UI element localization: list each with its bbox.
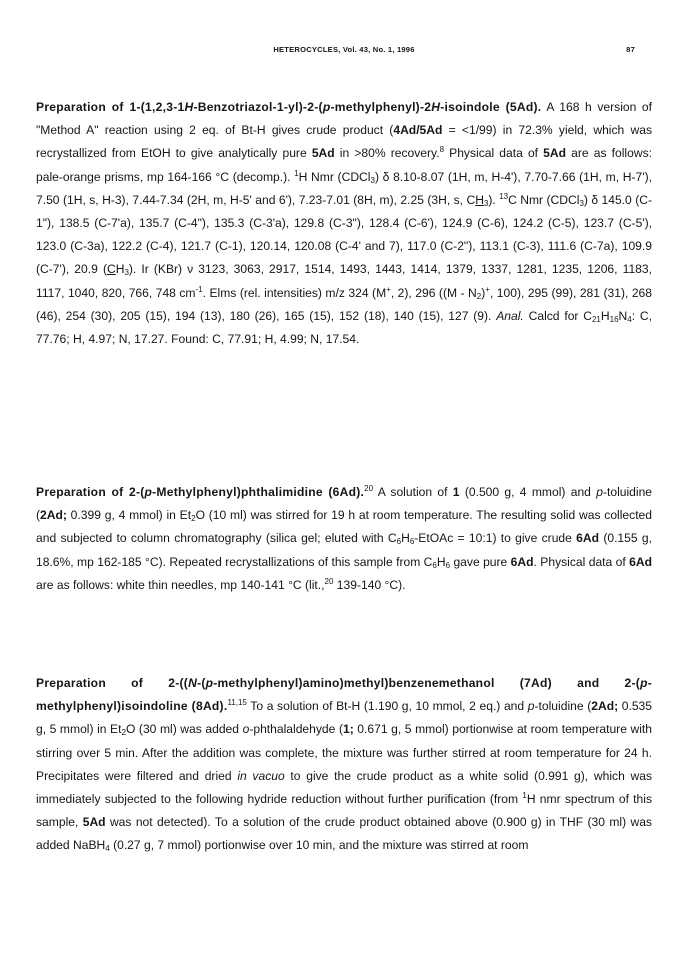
paragraph-7ad-8ad: Preparation of 2-((N-(p-methylphenyl)amino)methyl)benzenemethanol (7Ad) and 2-(p-methylphenyl)isoindoline (8Ad).$^{11,15}$ To a solution of Bt-H (1.190 g, 10 mmol, 2 eq.) and p-toluidine (2Ad; 0.535 g, 5 mmol) in $Et_2O$ (30 ml) was added o-phthalaldehyde (1; 0.671 g, 5 mmol) portionwise at room temperature with stirring over 5 min. After the addition was complete, the mixture was further stirred at room temperature for 24 h. Precipitates were filtered and dried in vacuo to give the crude product as a white solid (0.991 g), which was immediately subjected to the following hydride reduction without further purification (from $^1$H nmr spectrum of this sample, 5Ad was not detected). To a solution of the crude product obtained above (0.900 g) in THF (30 ml) was added NaBH$_4$ (0.27 g, 7 mmol) portionwise over 10 min, and the mixture was stirred at room	[36, 676, 653, 854]
running-header: HETEROCYCLES, Vol. 43, No. 1, 1996	[273, 45, 415, 54]
paragraph-title-5ad: Preparation of 1-(1,2,3-1H-Benzotriazol-1-yl)-2-(p-methylphenyl)-2H-isoindole (5Ad).	[36, 100, 542, 114]
paragraph-6ad: Preparation of 2-(p-Methylphenyl)phthalimidine (6Ad).$^{20}$ A solution of 1 (0.500 g, 4 mmol) and p-toluidine (2Ad; 0.399 g, 4 mmol) in $Et_2O$ (10 ml) was stirred for 19 h at room temperature. The resulting solid was collected and subjected to column chromatography (silica gel; eluted with $C_6H_6$-EtOAc = 10:1) to give crude 6Ad (0.155 g, 18.6%, mp 162-185 °C). Repeated recrystallizations of this sample from $C_6H_6$ gave pure 6Ad. Physical data of 6Ad are as follows: white thin needles, mp 140-141 °C (lit.,$^{20}$ 139-140 °C).	[36, 484, 653, 592]
paragraph-title-7ad-8ad: Preparation of 2-((N-(p-methylphenyl)amino)methyl)benzenemethanol (7Ad) and 2-(p-methylphenyl)isoindoline (8Ad).	[36, 676, 653, 714]
paragraph-5ad: Preparation of 1-(1,2,3-1H-Benzotriazol-1-yl)-2-(p-methylphenyl)-2H-isoindole (5Ad). A 168 h version of "Method A" reaction using 2 eq. of Bt-H gives crude product (4Ad/5Ad = <1/99) in 72.3% yield, which was recrystallized from EtOH to give analytically pure 5Ad in >80% recovery.$^8$ Physical data of 5Ad are as follows: pale-orange prisms, mp 164-166 °C (decomp.). $^1$H Nmr (CDCl$_3$) δ 8.10-8.07 (1H, m, H-4'), 7.70-7.66 (1H, m, H-7'), 7.50 (1H, s, H-3), 7.44-7.34 (2H, m, H-5' and 6'), 7.23-7.01 (8H, m), 2.25 (3H, s, $CH_3$). $^{13}$C Nmr (CDCl$_3$) δ 145.0 (C-1"), 138.5 (C-7'a), 135.7 (C-4"), 135.3 (C-3'a), 129.8 (C-3"), 128.4 (C-6'), 124.9 (C-6), 124.2 (C-5), 123.7 (C-5'), 123.0 (C-3a), 122.2 (C-4), 121.7 (C-1), 120.14, 120.08 (C-4' and 7), 117.0 (C-2"), 113.1 (C-3), 111.6 (C-7a), 109.9 (C-7'), 20.9 $(CH_3)$. Ir (KBr) ν 3123, 3063, 2917, 1514, 1493, 1443, 1414, 1379, 1337, 1281, 1235, 1206, 1183, 1117, 1040, 820, 766, 748 $cm^{-1}$. Elms (rel. intensities) m/z 324 (M+, 2), 296 ($(M - N_2)^+$, 100), 295 (99), 281 (31), 268 (46), 254 (30), 205 (15), 194 (13), 180 (26), 165 (15), 152 (18), 140 (15), 127 (9). Anal. Calcd for $C_{21}H_{16}N_4$: C, 77.76; H, 4.97; N, 17.27. Found: C, 77.91; H, 4.99; N, 17.54.	[36, 100, 653, 347]
reference-8: 8	[439, 145, 445, 155]
reference-20: 20	[364, 484, 374, 493]
reference-11-15: 11,15	[227, 698, 247, 708]
page-number: 87	[626, 45, 635, 54]
paragraph-title-6ad: Preparation of 2-(p-Methylphenyl)phthalimidine (6Ad).	[36, 485, 365, 499]
